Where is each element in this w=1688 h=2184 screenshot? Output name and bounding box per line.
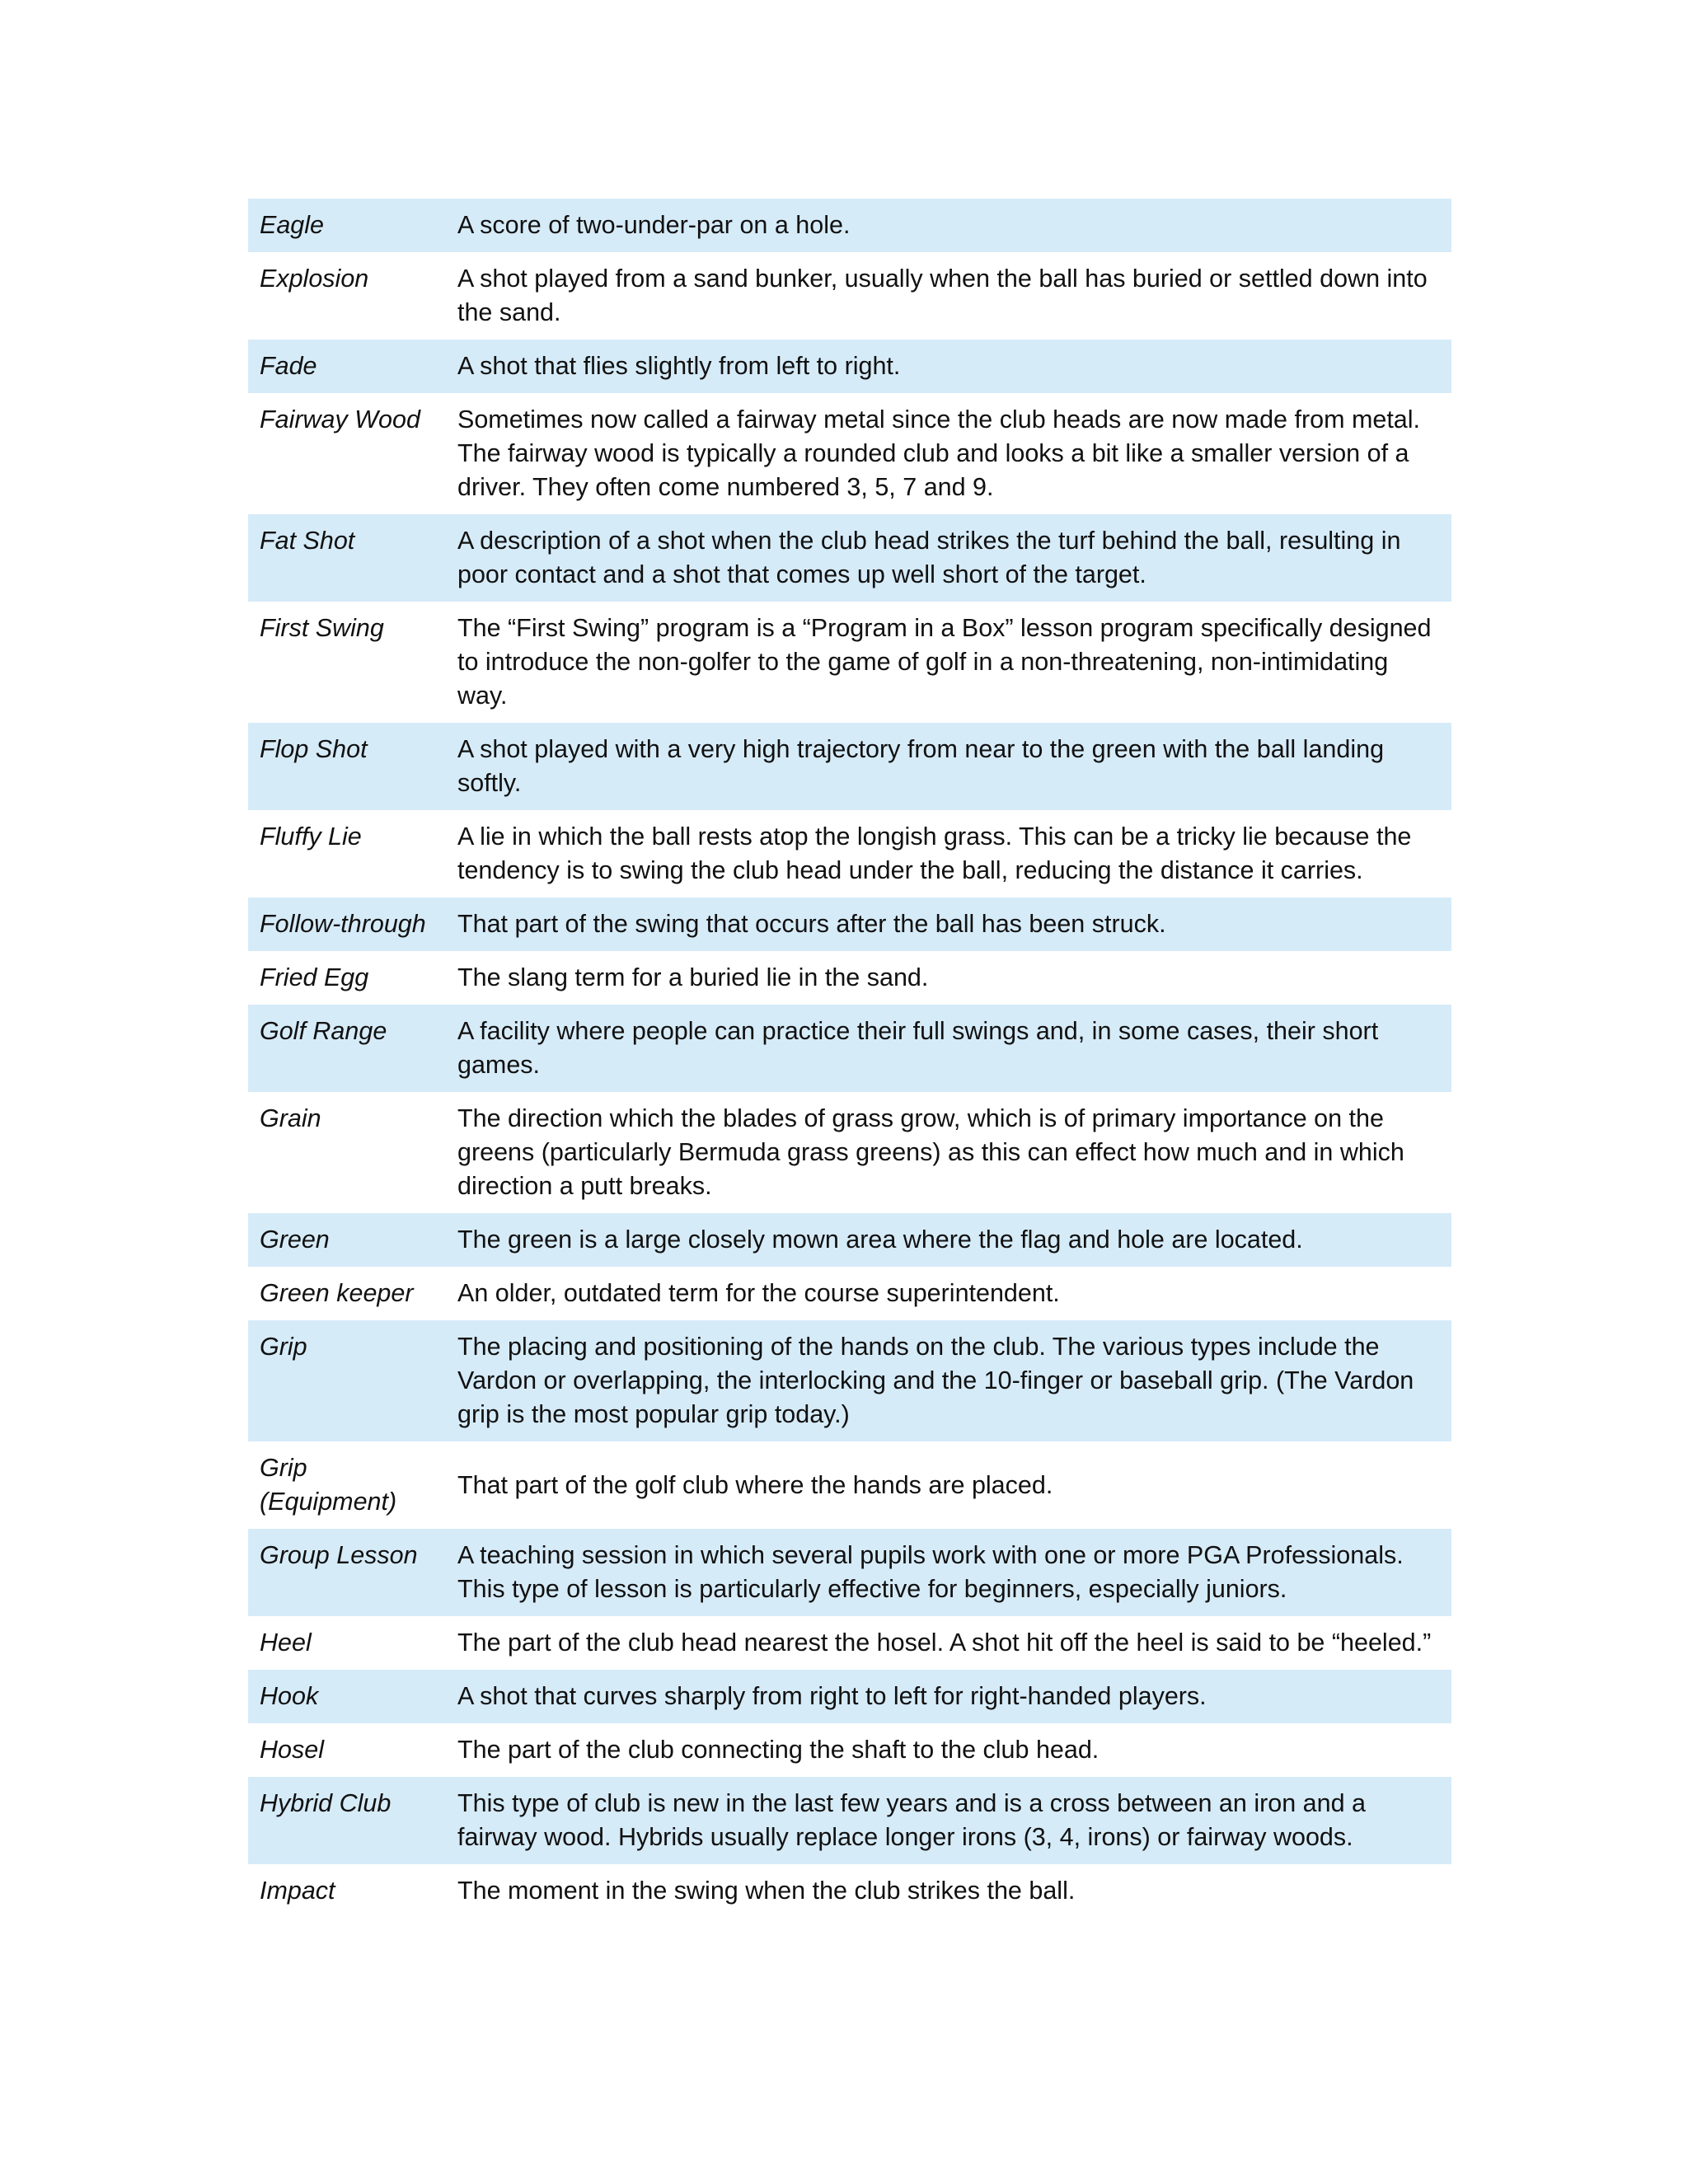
table-row <box>248 1267 1451 1320</box>
glossary-definition: This type of club is new in the last few years and is a cross between an iron and a fairway wood. Hybrids usually replace longer irons (3, 4, irons) or fairway woods. <box>446 1777 1451 1864</box>
glossary-term: First Swing <box>248 602 446 723</box>
glossary-definition: The placing and positioning of the hands on the club. The various types include the Vardon or overlapping, the interlocking and the 10-finger or baseball grip. (The Vardon grip is the most popular grip today.) <box>446 1320 1451 1441</box>
glossary-definition: A shot played from a sand bunker, usually when the ball has buried or settled down into the sand. <box>446 252 1451 340</box>
table-row <box>248 1213 1451 1267</box>
table-row <box>248 1777 1451 1864</box>
glossary-definition: A shot played with a very high trajectory from near to the green with the ball landing softly. <box>446 723 1451 810</box>
table-row <box>248 1005 1451 1092</box>
glossary-definition: A teaching session in which several pupils work with one or more PGA Professionals. This type of lesson is particularly effective for beginners, especially juniors. <box>446 1529 1451 1616</box>
table-row <box>248 1670 1451 1723</box>
glossary-term: Group Lesson <box>248 1529 446 1616</box>
glossary-term: Fat Shot <box>248 514 446 602</box>
glossary-term: Impact <box>248 1864 446 1918</box>
table-row <box>248 1441 1451 1529</box>
glossary-definition: A description of a shot when the club head strikes the turf behind the ball, resulting in poor contact and a shot that comes up well short of the target. <box>446 514 1451 602</box>
table-row <box>248 340 1451 393</box>
glossary-term: Flop Shot <box>248 723 446 810</box>
glossary-term: Heel <box>248 1616 446 1670</box>
glossary-definition: The moment in the swing when the club strikes the ball. <box>446 1864 1451 1918</box>
glossary-term: Green <box>248 1213 446 1267</box>
glossary-term: Hosel <box>248 1723 446 1777</box>
glossary-term: Fade <box>248 340 446 393</box>
glossary-definition: A shot that curves sharply from right to left for right-handed players. <box>446 1670 1451 1723</box>
table-row <box>248 1529 1451 1616</box>
table-row <box>248 1723 1451 1777</box>
table-row <box>248 723 1451 810</box>
glossary-definition: The slang term for a buried lie in the sand. <box>446 951 1451 1005</box>
glossary-definition: The “First Swing” program is a “Program in a Box” lesson program specifically designed to introduce the non-golfer to the game of golf in a non-threatening, non-intimidating way. <box>446 602 1451 723</box>
glossary-term: Follow-through <box>248 898 446 951</box>
glossary-term: Explosion <box>248 252 446 340</box>
glossary-term: Fluffy Lie <box>248 810 446 898</box>
table-row <box>248 1616 1451 1670</box>
glossary-definition: Sometimes now called a fairway metal since the club heads are now made from metal. The fairway wood is typically a rounded club and looks a bit like a smaller version of a driver. They often come numbered 3, 5, 7 and 9. <box>446 393 1451 514</box>
glossary-term: Eagle <box>248 199 446 252</box>
table-row <box>248 1864 1451 1918</box>
table-row <box>248 951 1451 1005</box>
glossary-definition: A facility where people can practice their full swings and, in some cases, their short games. <box>446 1005 1451 1092</box>
glossary-definition: A shot that flies slightly from left to right. <box>446 340 1451 393</box>
glossary-definition: An older, outdated term for the course superintendent. <box>446 1267 1451 1320</box>
glossary-term: Grip <box>248 1320 446 1441</box>
table-row <box>248 199 1451 252</box>
glossary-definition: That part of the golf club where the hands are placed. <box>446 1441 1451 1529</box>
glossary-term: Hook <box>248 1670 446 1723</box>
glossary-definition: The part of the club connecting the shaft to the club head. <box>446 1723 1451 1777</box>
glossary-term: Hybrid Club <box>248 1777 446 1864</box>
glossary-term: Fried Egg <box>248 951 446 1005</box>
table-row <box>248 252 1451 340</box>
glossary-definition: A lie in which the ball rests atop the longish grass. This can be a tricky lie because the tendency is to swing the club head under the ball, reducing the distance it carries. <box>446 810 1451 898</box>
glossary-definition: The green is a large closely mown area where the flag and hole are located. <box>446 1213 1451 1267</box>
table-row <box>248 393 1451 514</box>
glossary-definition: The direction which the blades of grass grow, which is of primary importance on the greens (particularly Bermuda grass greens) as this can effect how much and in which direction a putt breaks. <box>446 1092 1451 1213</box>
table-row <box>248 514 1451 602</box>
glossary-table <box>248 199 1451 1918</box>
glossary-definition: The part of the club head nearest the hosel. A shot hit off the heel is said to be “heeled.” <box>446 1616 1451 1670</box>
glossary-term: Grip (Equipment) <box>248 1441 446 1529</box>
table-row <box>248 810 1451 898</box>
table-row <box>248 1092 1451 1213</box>
glossary-definition: That part of the swing that occurs after the ball has been struck. <box>446 898 1451 951</box>
glossary-term: Golf Range <box>248 1005 446 1092</box>
table-row <box>248 602 1451 723</box>
glossary-term: Grain <box>248 1092 446 1213</box>
table-row <box>248 898 1451 951</box>
glossary-definition: A score of two-under-par on a hole. <box>446 199 1451 252</box>
table-row <box>248 1320 1451 1441</box>
glossary-term: Green keeper <box>248 1267 446 1320</box>
glossary-term: Fairway Wood <box>248 393 446 514</box>
